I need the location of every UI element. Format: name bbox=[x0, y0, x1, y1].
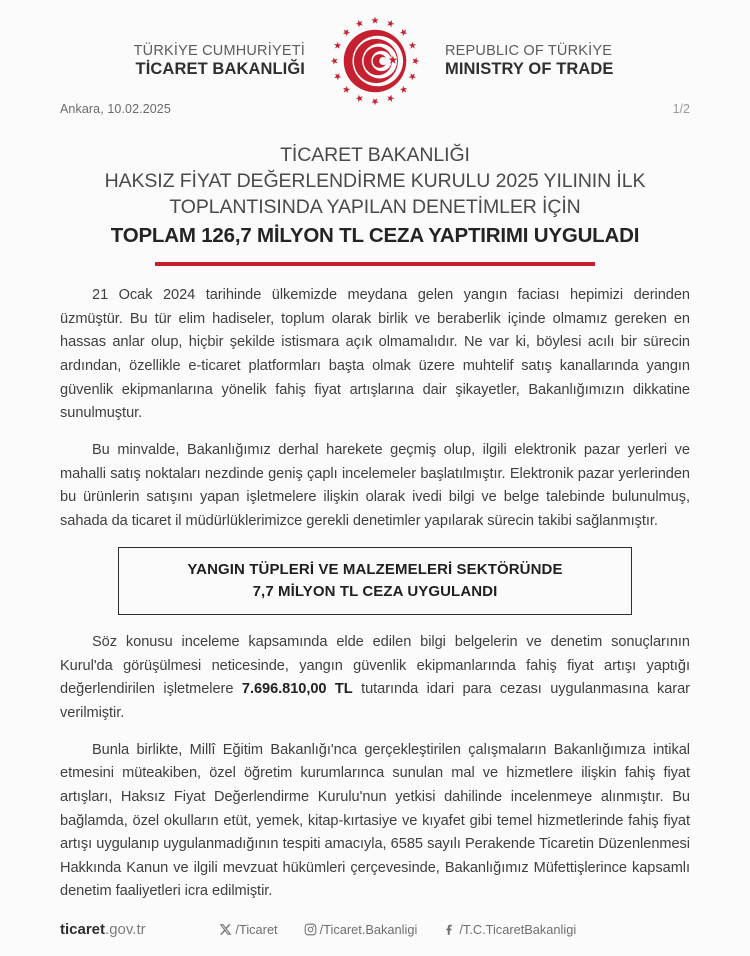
callout-line-2: 7,7 MİLYON TL CEZA UYGULANDI bbox=[252, 582, 498, 600]
title-line-2: HAKSIZ FİYAT DEĞERLENDİRME KURULU 2025 YILININ İLK bbox=[104, 169, 646, 192]
footer bbox=[60, 921, 690, 956]
paragraph-2: Bu minvalde, Bakanlığımız derhal harekete geçmiş olup, ilgili elektronik pazar yerleri ve mahalli satış noktaları nezdinde geniş çaplı incelemeler başlatılmıştır. Elektronik pazar yerlerinden bu ürünlerin satışını yapan işletmelere ilişkin olarak ivedi bilgi ve belge talebinde bulunulmuş, sahada da ticaret il müdürlüklerimizce gerekli denetimler yapılarak sürecin takibi sağlanmıştır. bbox=[60, 441, 690, 529]
social-handle-facebook: /T.C.TicaretBakanligi bbox=[459, 922, 577, 938]
social-link-x[interactable] bbox=[219, 922, 277, 937]
social-link-facebook[interactable] bbox=[443, 922, 576, 937]
article-body bbox=[60, 284, 690, 917]
paragraph-3-text-before: Söz konusu inceleme kapsamında elde edilen bilgi belgelerin ve denetim sonuçlarının Kurul'da görüşülmesi neticesinde, yangın güvenlik ekipmanlarında fahiş fiyat artışı yaptığı değerlendirilen işletmelere bbox=[60, 634, 690, 698]
website-url-bold: ticaret bbox=[60, 921, 106, 939]
title-line-3: TOPLANTISINDA YAPILAN DENETİMLER İÇİN bbox=[169, 195, 581, 218]
masthead-turkish-ministry-line: TİCARET BAKANLIĞI bbox=[135, 59, 305, 78]
masthead-turkish-republic-line: TÜRKİYE CUMHURİYETİ bbox=[133, 43, 305, 60]
penalty-amount: 7.696.810,00 TL bbox=[241, 681, 353, 698]
website-url-rest: .gov.tr bbox=[105, 921, 146, 939]
website-url[interactable] bbox=[60, 921, 146, 938]
masthead bbox=[60, 0, 690, 96]
social-handle-x: /Ticaret bbox=[235, 922, 278, 938]
turkish-ministry-of-trade-emblem bbox=[329, 15, 421, 107]
city-date: Ankara, 10.02.2025 bbox=[60, 102, 171, 116]
callout-line-1: YANGIN TÜPLERİ VE MALZEMELERİ SEKTÖRÜNDE bbox=[187, 561, 563, 579]
title-line-4: TOPLAM 126,7 MİLYON TL CEZA YAPTIRIMI UYGULADI bbox=[110, 223, 640, 247]
masthead-english bbox=[421, 43, 690, 79]
social-links bbox=[219, 922, 616, 937]
social-handle-instagram: /Ticaret.Bakanligi bbox=[319, 922, 418, 938]
highlight-callout bbox=[118, 547, 632, 615]
page-number: 1/2 bbox=[672, 102, 690, 116]
social-link-instagram[interactable] bbox=[304, 922, 418, 937]
masthead-english-ministry-line: MINISTRY OF TRADE bbox=[445, 59, 614, 78]
paragraph-3-text-after: tutarında idari para cezası uygulanmasına karar verilmiştir. bbox=[60, 681, 690, 721]
date-bar bbox=[60, 102, 690, 116]
paragraph-4: Bunla birlikte, Millî Eğitim Bakanlığı'nca gerçekleştirilen çalışmaların Bakanlığımıza intikal etmesini müteakiben, özel öğretim kurumlarınca sunulan mal ve hizmetlere ilişkin fahiş fiyat artışları, Haksız Fiyat Değerlendirme Kurulu'nun yetkisi dahilinde incelenmeye alınmıştır. Bu bağlamda, özel okulların etüt, yemek, kitap-kırtasiye ve kıyafet gibi temel hizmetlerinde fahiş fiyat artışı uygulanıp uygulanmadığının tespiti amacıyla, 6585 sayılı Perakende Ticaretin Düzenlenmesi Hakkında Kanun ve ilgili mevzuat hükümleri çerçevesinde, Bakanlığımız Müfettişlerince kapsamlı denetim faaliyetleri icra edilmiştir. bbox=[60, 741, 690, 900]
instagram-icon bbox=[304, 923, 317, 936]
x-twitter-icon bbox=[219, 923, 232, 936]
title-line-1: TİCARET BAKANLIĞI bbox=[280, 144, 470, 166]
paragraph-3 bbox=[60, 631, 690, 726]
facebook-icon bbox=[443, 923, 456, 936]
title-underline bbox=[155, 262, 595, 266]
paragraph-1: 21 Ocak 2024 tarihinde ülkemizde meydana gelen yangın faciası hepimizi derinden üzmüştür. Bu tür elim hadiseler, toplum olarak birlik ve beraberlik içinde olmamız gereken en hassas anlar olup, hiçbir şekilde istismara açık olmamalıdır. Ne var ki, böylesi acılı bir sürecin ardından, özellikle e-ticaret platformları başta olmak üzere muhtelif satış kanallarında yangın güvenlik ekipmanlarına yönelik fahiş fiyat artışlarına dair şikayetler, Bakanlığımızın dikkatine sunulmuştur. bbox=[60, 287, 690, 422]
masthead-turkish bbox=[60, 43, 329, 79]
page-title bbox=[60, 143, 690, 266]
masthead-english-republic-line: REPUBLIC OF TÜRKİYE bbox=[445, 43, 613, 60]
